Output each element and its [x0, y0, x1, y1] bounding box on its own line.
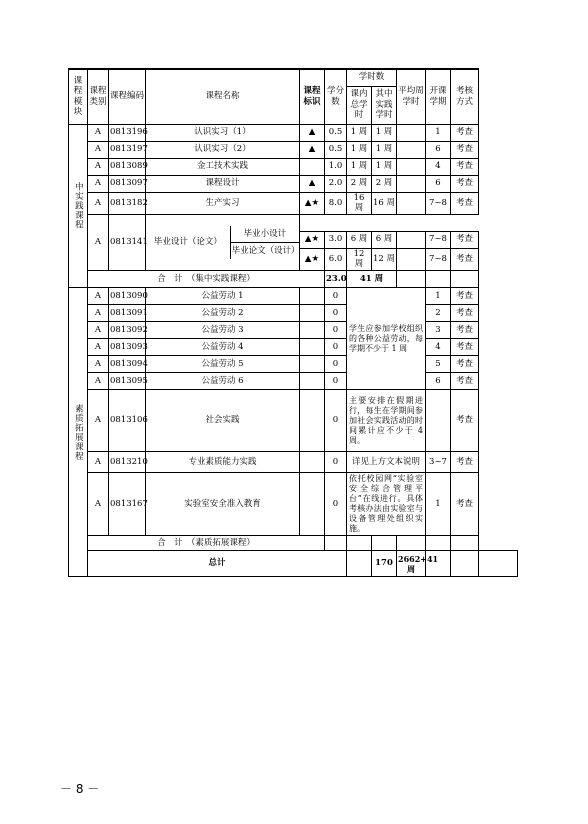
cell: A: [88, 390, 109, 452]
header-in-class: 课内总学时: [347, 86, 372, 124]
module-cell: 中实践课程: [69, 124, 88, 288]
cell: [397, 124, 426, 141]
header-name: 课程名称: [146, 69, 300, 124]
module-cell: 素质拓展课程: [69, 288, 88, 577]
table-row: [69, 339, 518, 356]
cell: ▲★: [300, 248, 325, 270]
cell: 6: [426, 373, 451, 390]
cell: 1.0: [325, 158, 347, 175]
subtotal-label: 合 计 （素质拓展课程）: [88, 536, 325, 551]
subtotal-credit: 23.0: [325, 271, 347, 288]
cell: [426, 536, 451, 551]
cell: [372, 536, 397, 551]
cell: 0813196: [109, 124, 146, 141]
cell: 0813197: [109, 141, 146, 158]
table-row: [69, 305, 518, 322]
cell: 考查: [451, 339, 479, 356]
cell: 考查: [451, 452, 479, 473]
cell: [300, 305, 325, 322]
cell: 0: [325, 373, 347, 390]
header-weekly: 平均周学时: [397, 69, 426, 124]
cell: A: [88, 124, 109, 141]
cell: [451, 271, 479, 288]
cell: 12 周: [372, 248, 397, 270]
thesis-subtable: [146, 226, 299, 259]
cell: 0: [325, 390, 347, 452]
course-table: [68, 68, 518, 577]
cell: A: [88, 373, 109, 390]
cell: 0813167: [109, 473, 146, 536]
cell: [451, 536, 479, 551]
cell: 0813089: [109, 158, 146, 175]
labor-note: 学生应参加学校组织的各种公益劳动，每学期不少于 1 周: [347, 288, 426, 390]
total-row: [69, 551, 518, 577]
table-row: [69, 356, 518, 373]
header-module: 课程模块: [69, 69, 88, 124]
cell: A: [88, 322, 109, 339]
cell: [426, 390, 451, 452]
cell: 公益劳动 2: [146, 305, 300, 322]
cell: 1: [426, 124, 451, 141]
cell: 2 周: [372, 175, 397, 192]
cell: 0: [325, 322, 347, 339]
cell: ▲★: [300, 231, 325, 248]
cell: 考查: [451, 141, 479, 158]
cell: ▲★: [300, 192, 325, 214]
cell: [397, 271, 426, 288]
cell: A: [88, 288, 109, 305]
cell: [347, 536, 372, 551]
cell: 4: [426, 339, 451, 356]
subtotal-label: 合 计 （集中实践课程）: [88, 271, 325, 288]
cell: 考查: [451, 373, 479, 390]
cell: [451, 551, 479, 577]
cell: 0.5: [325, 141, 347, 158]
cell: 1 周: [347, 141, 372, 158]
cell: 3.0: [325, 231, 347, 248]
table-row: [69, 452, 518, 473]
cell: [397, 248, 426, 270]
safety-note: 依托校园网“实验室安全综合管理平台”在线进行。具体考核办法由实验室与设备管理处组织实施。: [347, 473, 426, 536]
cell: 考查: [451, 231, 479, 248]
header-experiment: 其中实践学时: [372, 86, 397, 124]
table-row: [69, 322, 518, 339]
cell: 0813106: [109, 390, 146, 452]
cell: 6.0: [325, 248, 347, 270]
cell: 0813092: [109, 322, 146, 339]
cell: 0813091: [109, 305, 146, 322]
cell: 0813094: [109, 356, 146, 373]
cell: 考查: [451, 248, 479, 270]
cell: ▲: [300, 175, 325, 192]
cell: 0: [325, 452, 347, 473]
header-semester: 开课学期: [426, 69, 451, 124]
cell: A: [88, 339, 109, 356]
subtotal-weeks: 41 周: [347, 271, 397, 288]
cell: 6 周: [372, 231, 397, 248]
cell: 2 周: [347, 175, 372, 192]
cell: 专业素质能力实践: [146, 452, 300, 473]
cell: 0: [325, 339, 347, 356]
cell: 公益劳动 4: [146, 339, 300, 356]
cell: 0.5: [325, 124, 347, 141]
cell: [300, 356, 325, 373]
cell: A: [88, 473, 109, 536]
table-row: [69, 214, 518, 231]
cell: 6: [426, 175, 451, 192]
cell: 7~8: [426, 231, 451, 248]
cell: 6 周: [347, 231, 372, 248]
total-credit: 170: [372, 551, 397, 577]
cell: 考查: [451, 192, 479, 214]
cell: 考查: [451, 356, 479, 373]
cell: 生产实习: [146, 192, 300, 214]
cell: [347, 551, 372, 577]
cell: 实验室安全准入教育: [146, 473, 300, 536]
cell: ▲: [300, 141, 325, 158]
cell: 考查: [451, 473, 479, 536]
cell: [300, 373, 325, 390]
header-flag: 课程标识: [300, 69, 325, 124]
table-row: [69, 124, 518, 141]
cell: 0813090: [109, 288, 146, 305]
cell: [300, 158, 325, 175]
cell: 考查: [451, 288, 479, 305]
table-row: [69, 175, 518, 192]
cell: [300, 452, 325, 473]
cell: [397, 141, 426, 158]
cell: [300, 288, 325, 305]
cell: 0813182: [109, 192, 146, 214]
header-hours-group: 学时数: [347, 69, 397, 86]
cell: 7~8: [426, 192, 451, 214]
header-credit: 学分数: [325, 69, 347, 124]
cell: 1 周: [372, 124, 397, 141]
cell: 公益劳动 5: [146, 356, 300, 373]
table-row: [69, 390, 518, 452]
cell: 金工技术实践: [146, 158, 300, 175]
thesis-name: 毕业设计（论文）: [146, 226, 230, 259]
cell: [426, 271, 451, 288]
cell: 认识实习（2）: [146, 141, 300, 158]
cell: [397, 158, 426, 175]
subtotal-row: [69, 536, 518, 551]
page-number: － 8 －: [60, 782, 100, 796]
cell: [300, 322, 325, 339]
cell: 考查: [451, 390, 479, 452]
cell: 3~7: [426, 452, 451, 473]
table-row: [69, 473, 518, 536]
table-row: [69, 158, 518, 175]
cell: 8.0: [325, 192, 347, 214]
cell: 0: [325, 305, 347, 322]
cell: 1 周: [347, 158, 372, 175]
header-exam: 考核方式: [451, 69, 479, 124]
cell: A: [88, 305, 109, 322]
cell: 4: [426, 158, 451, 175]
cell: [397, 536, 426, 551]
cell: 0813095: [109, 373, 146, 390]
cell: 考查: [451, 175, 479, 192]
cell: 7~8: [426, 248, 451, 270]
cell: [300, 390, 325, 452]
cell: A: [88, 141, 109, 158]
cell: 考查: [451, 158, 479, 175]
subtotal-row: [69, 271, 518, 288]
cell: A: [88, 175, 109, 192]
cell: 考查: [451, 124, 479, 141]
table-row: [69, 288, 518, 305]
cell: [325, 536, 347, 551]
cell: 公益劳动 1: [146, 288, 300, 305]
header-code: 课程编码: [109, 69, 146, 124]
cell: 0: [325, 356, 347, 373]
cell: 1 周: [372, 141, 397, 158]
cell: [397, 231, 426, 248]
cell: 6: [426, 141, 451, 158]
header-category: 课程类别: [88, 69, 109, 124]
cell: 2: [426, 305, 451, 322]
cell: 1 周: [372, 158, 397, 175]
cell: 0813097: [109, 175, 146, 192]
social-note: 主要安排在假期进行，每生在学期间参加社会实践活动的时间累计应不少于 4 周。: [347, 390, 426, 452]
cell: 0813093: [109, 339, 146, 356]
cell: 认识实习（1）: [146, 124, 300, 141]
cell: 16 周: [347, 192, 372, 214]
cell: 考查: [451, 305, 479, 322]
cell: [300, 473, 325, 536]
table-row: [69, 141, 518, 158]
cell: A: [88, 158, 109, 175]
cell: 考查: [451, 322, 479, 339]
cell: 1: [426, 288, 451, 305]
cell: 16 周: [372, 192, 397, 214]
cell: 1: [426, 473, 451, 536]
cell: 1 周: [347, 124, 372, 141]
cell: 0813210: [109, 452, 146, 473]
cell: A: [88, 192, 109, 214]
cell: 课程设计: [146, 175, 300, 192]
cell: 公益劳动 3: [146, 322, 300, 339]
cell: 公益劳动 6: [146, 373, 300, 390]
cell: 0: [325, 473, 347, 536]
cell: A: [88, 452, 109, 473]
cell: 社会实践: [146, 390, 300, 452]
total-label: 总计: [88, 551, 347, 577]
cell: 5: [426, 356, 451, 373]
cell: 3: [426, 322, 451, 339]
cell: 0: [325, 288, 347, 305]
cell: 0813141: [109, 214, 146, 270]
table-row: [69, 373, 518, 390]
ability-note: 详见上方文本说明: [347, 452, 426, 473]
thesis-sub-name: 毕业论文（设计）: [231, 245, 300, 256]
cell: ▲: [300, 124, 325, 141]
cell: [397, 192, 426, 214]
cell: A: [88, 356, 109, 373]
cell: [479, 551, 518, 577]
thesis-sub-name: 毕业小设计: [230, 226, 299, 243]
cell: A: [88, 214, 109, 270]
cell: 2.0: [325, 175, 347, 192]
cell: [397, 175, 426, 192]
cell: [300, 339, 325, 356]
total-hours: 2662+41 周: [397, 551, 426, 577]
table-row: [69, 192, 518, 214]
cell: 12 周: [347, 248, 372, 270]
